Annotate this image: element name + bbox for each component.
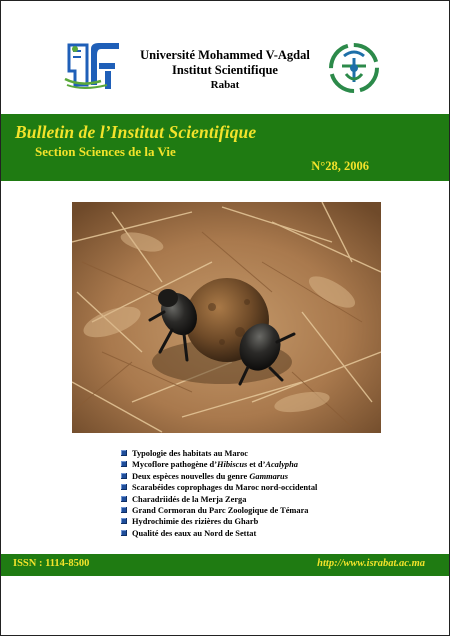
- list-item: Charadriidés de la Merja Zerga: [121, 494, 421, 505]
- dung-beetle-photo: [72, 202, 381, 433]
- list-item: Qualité des eaux au Nord de Settat: [121, 528, 421, 539]
- list-item: Deux espèces nouvelles du genre Gammarus: [121, 471, 421, 482]
- university-name: Université Mohammed V-Agdal: [140, 48, 310, 62]
- list-item: Grand Cormoran du Parc Zoologique de Témara: [121, 505, 421, 516]
- list-item: Typologie des habitats au Maroc: [121, 448, 421, 459]
- bullet-icon: [121, 507, 127, 513]
- bullet-icon: [121, 473, 127, 479]
- city-name: Rabat: [210, 79, 240, 91]
- title-band: [1, 114, 449, 181]
- footer-band: [1, 554, 449, 576]
- issue-number: N°28, 2006: [311, 159, 369, 173]
- institute-logo-icon: [61, 41, 125, 91]
- bullet-icon: [121, 496, 127, 502]
- section-title: Section Sciences de la Vie: [35, 144, 176, 159]
- list-item: Scarabéides coprophages du Maroc nord-occidental: [121, 482, 421, 493]
- bulletin-title: Bulletin de l’Institut Scientifique: [15, 122, 257, 142]
- emblem-logo-icon: [328, 42, 380, 94]
- list-item: Mycoflore pathogène d’Hibiscus et d’Acalypha: [121, 459, 421, 470]
- bullet-icon: [121, 518, 127, 524]
- bullet-icon: [121, 450, 127, 456]
- topics-list: [121, 448, 421, 539]
- list-item: Hydrochimie des rizières du Gharb: [121, 516, 421, 527]
- bullet-icon: [121, 530, 127, 536]
- institute-name: Institut Scientifique: [172, 63, 278, 77]
- cover-header: [1, 1, 449, 113]
- bullet-icon: [121, 461, 127, 467]
- website-link[interactable]: http://www.israbat.ac.ma: [317, 558, 425, 569]
- issn-number: ISSN : 1114-8500: [13, 558, 90, 569]
- bullet-icon: [121, 484, 127, 490]
